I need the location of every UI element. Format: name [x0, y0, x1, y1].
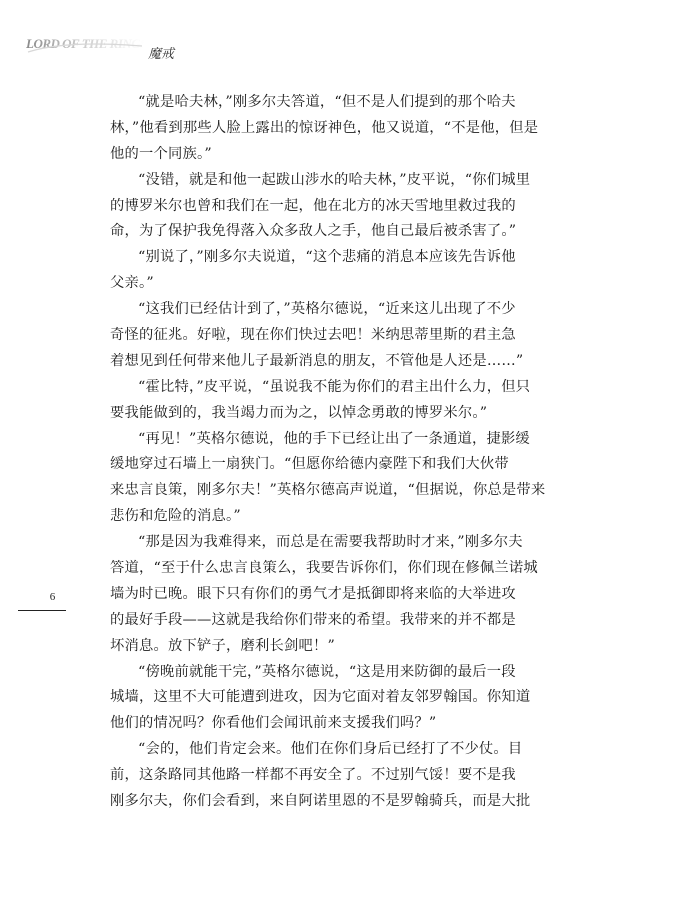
text-line: “那是因为我难得来，而总是在需要我帮助时才来，”刚多尔夫 — [138, 534, 523, 551]
text-line: 来忠言良策，刚多尔夫！”英格尔德高声说道，“但据说，你总是带来 — [110, 482, 546, 499]
text-line: 缓地穿过石墙上一扇狭门。“但愿你给德内豪陛下和我们大伙带 — [110, 456, 509, 473]
text-line: 的博罗米尔也曾和我们在一起，他在北方的冰天雪地里救过我的 — [110, 197, 516, 214]
running-header — [26, 32, 286, 64]
text-line: 林，”他看到那些人脸上露出的惊讶神色，他又说道，“不是他，但是 — [110, 119, 539, 136]
text-line: “霍比特，”皮平说，“虽说我不能为你们的君主出什么力，但只 — [138, 378, 531, 395]
text-line: 墙为时已晚。眼下只有你们的勇气才是抵御即将来临的大举进攻 — [110, 585, 516, 602]
text-line: “没错，就是和他一起跋山涉水的哈夫林，”皮平说，“你们城里 — [138, 171, 531, 188]
text-line: 着想见到任何带来他儿子最新消息的朋友，不管他是人还是……” — [110, 352, 524, 369]
text-line: “傍晚前就能干完，”英格尔德说，“这是用来防御的最后一段 — [138, 663, 516, 680]
logo-text: LORD OF THE RINGS — [26, 36, 147, 51]
text-line: 他们的情况吗？你看他们会闻讯前来支援我们吗？” — [110, 715, 437, 732]
text-line: 城墙，这里不大可能遭到进攻，因为它面对着友邻罗翰国。你知道 — [110, 689, 531, 706]
logo-swoosh-icon — [26, 38, 144, 56]
text-line: 父亲。” — [110, 275, 154, 292]
text-line: “会的，他们肯定会来。他们在你们身后已经打了不少仗。目 — [138, 741, 523, 758]
text-line: 悲伤和危险的消息。” — [110, 508, 241, 525]
text-line: 奇怪的征兆。好啦，现在你们快过去吧！米纳思蒂里斯的君主急 — [110, 327, 516, 344]
text-line: 命，为了保护我免得落入众多敌人之手，他自己最后被杀害了。” — [110, 223, 517, 240]
text-line: 答道，“至于什么忠言良策么，我要告诉你们，你们现在修佩兰诺城 — [110, 560, 538, 577]
text-line: “就是哈夫林，”刚多尔夫答道，“但不是人们提到的那个哈夫 — [138, 94, 516, 110]
page-number: 6 — [49, 591, 56, 603]
text-line: 他的一个同族。” — [110, 145, 212, 162]
body-text — [110, 90, 578, 815]
text-line: 前，这条路同其他路一样都不再安全了。不过别气馁！要不是我 — [110, 767, 516, 784]
series-logo — [26, 32, 147, 56]
text-line: 要我能做到的，我当竭力而为之，以悼念勇敢的博罗米尔。” — [110, 404, 488, 421]
text-line: “这我们已经估计到了，”英格尔德说，“近来这儿出现了不少 — [138, 301, 516, 318]
text-line: 坏消息。放下铲子，磨利长剑吧！” — [110, 637, 335, 654]
text-line: 刚多尔夫，你们会看到，来自阿诺里恩的不是罗翰骑兵，而是大批 — [110, 793, 531, 810]
page-number-rule — [18, 610, 66, 611]
running-title: 魔戒 — [148, 47, 175, 62]
text-line: “别说了，”刚多尔夫说道，“这个悲痛的消息本应该先告诉他 — [138, 249, 516, 266]
text-line: “再见！”英格尔德说，他的手下已经让出了一条通道，捷影缓 — [138, 430, 530, 447]
text-line: 的最好手段——这就是我给你们带来的希望。我带来的并不都是 — [110, 611, 516, 628]
